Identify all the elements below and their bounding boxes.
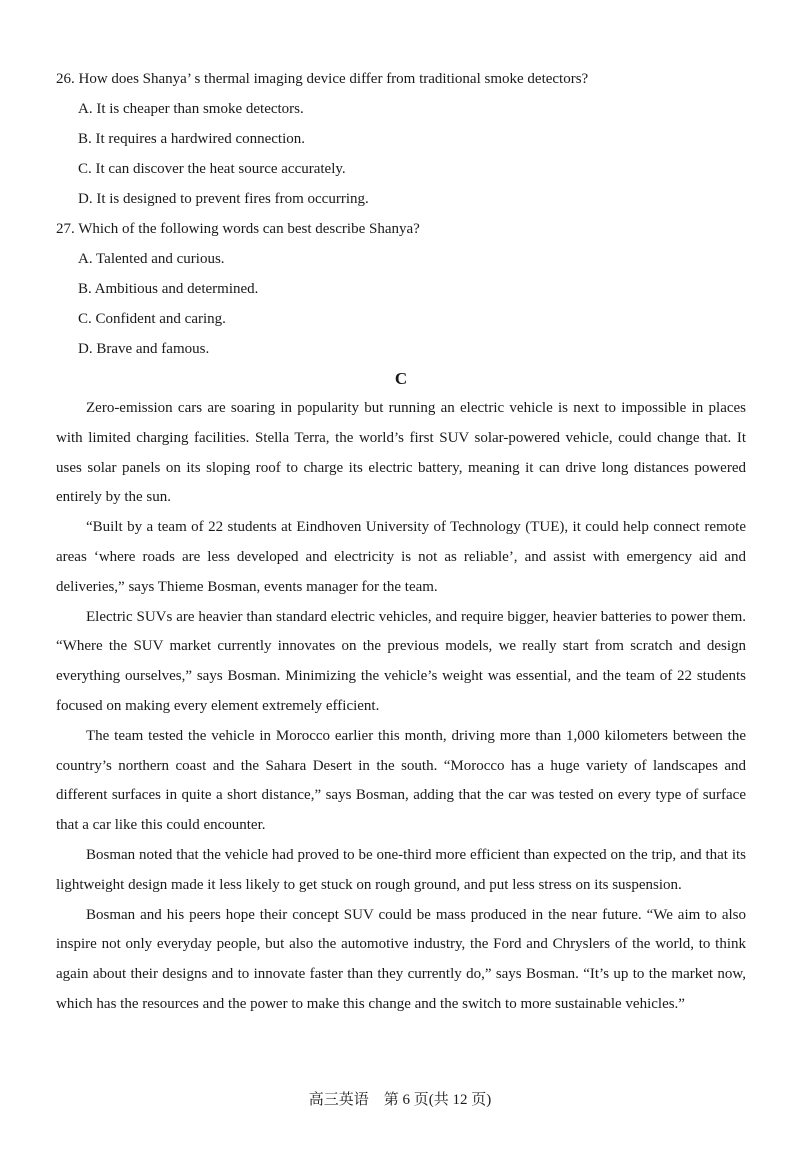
option-d: D. It is designed to prevent fires from occurring. [78, 191, 369, 207]
question-stem: 26. How does Shanya’ s thermal imaging device differ from traditional smoke detectors? [56, 71, 589, 87]
passage-paragraph: Zero-emission cars are soaring in popularity but running an electric vehicle is next to impossible in places with limited charging facilities. Stella Terra, the world’s first SUV solar-powered vehicle, could change that. It uses solar panels on its sloping roof to charge its electric battery, meaning it can drive long distances powered entirely by the sun. [56, 400, 746, 506]
option-c: C. It can discover the heat source accurately. [78, 161, 346, 177]
question-27 [56, 214, 746, 364]
passage-paragraph: Electric SUVs are heavier than standard electric vehicles, and require bigger, heavier batteries to power them. “Where the SUV market currently innovates on the previous models, we really start from scratch and design everything ourselves,” says Bosman. Minimizing the vehicle’s weight was essential, and the team of 22 students focused on making every element extremely efficient. [56, 608, 746, 714]
option-a: A. Talented and curious. [78, 251, 225, 267]
page-content [56, 64, 746, 1020]
section-heading: C [394, 369, 408, 388]
page-footer: 高三英语 第 6 页(共 12 页) [308, 1092, 492, 1108]
option-a: A. It is cheaper than smoke detectors. [78, 101, 304, 117]
option-b: B. It requires a hardwired connection. [78, 131, 305, 147]
passage-paragraph: “Built by a team of 22 students at Eindhoven University of Technology (TUE), it could help connect remote areas ‘where roads are less developed and electricity is not as reliable’, and assist with emergency aid and deliveries,” says Thieme Bosman, events manager for the team. [56, 519, 746, 595]
question-stem: 27. Which of the following words can best describe Shanya? [56, 221, 420, 237]
option-b: B. Ambitious and determined. [78, 281, 259, 297]
option-c: C. Confident and caring. [78, 311, 226, 327]
passage-paragraph: The team tested the vehicle in Morocco earlier this month, driving more than 1,000 kilometers between the country’s northern coast and the Sahara Desert in the south. “Morocco has a huge variety of landscapes and different surfaces in quite a short distance,” says Bosman, adding that the car was tested on every type of surface that a car like this could encounter. [56, 727, 746, 834]
reading-passage [56, 394, 746, 1020]
option-d: D. Brave and famous. [78, 341, 210, 357]
passage-paragraph: Bosman and his peers hope their concept SUV could be mass produced in the near future. “We aim to also inspire not only everyday people, but also the automotive industry, the Ford and Chryslers of the world, to think again about their designs and to innovate faster than they currently do,” says Bosman. “It’s up to the market now, which has the resources and the power to make this change and the switch to more sustainable vehicles.” [56, 906, 746, 1012]
question-26 [56, 64, 746, 214]
passage-paragraph: Bosman noted that the vehicle had proved to be one-third more efficient than expected on the trip, and that its lightweight design made it less likely to get stuck on rough ground, and put less stress on its suspension. [56, 846, 746, 893]
